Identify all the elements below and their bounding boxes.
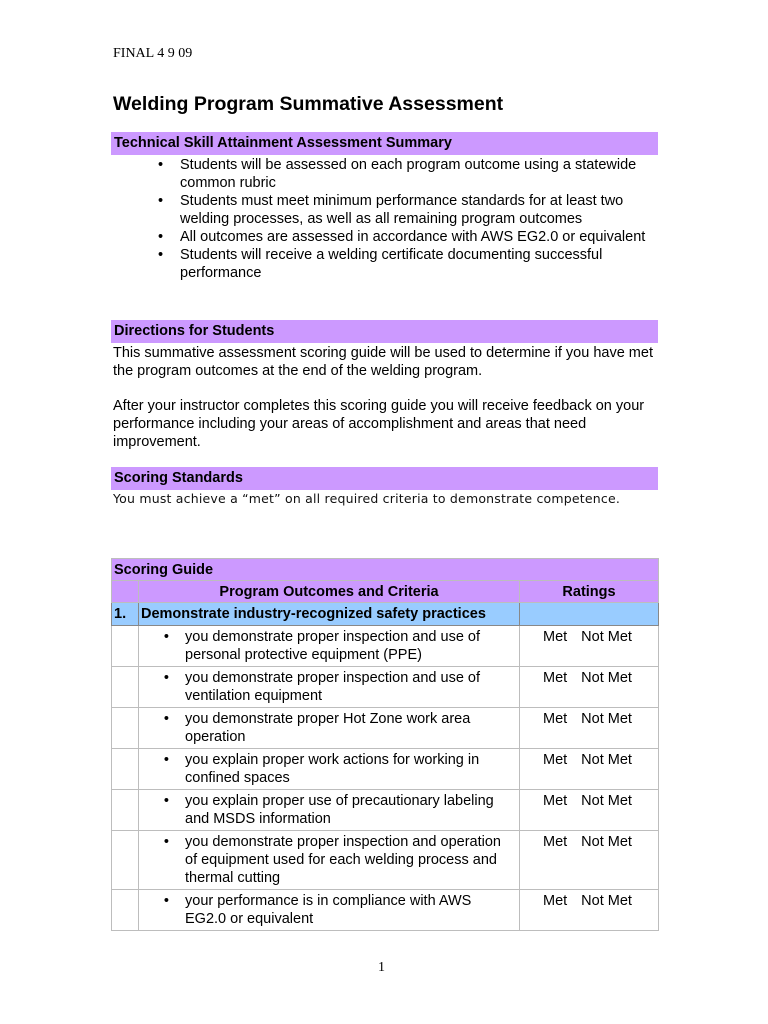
summary-bullet: • Students must meet minimum performance standards for at least two welding processes, as well as all remaining program outcomes <box>113 192 658 228</box>
criteria-number-cell <box>112 890 139 931</box>
summary-bullet-list <box>113 156 658 282</box>
criteria-cell <box>139 749 520 790</box>
criteria-row <box>112 749 659 790</box>
criteria-text: of equipment used for each welding process and <box>185 852 497 868</box>
directions-paragraph: After your instructor completes this scoring guide you will receive feedback on your performance including your areas of accomplishment and areas that need improvement. <box>113 398 645 450</box>
criteria-text: and MSDS information <box>185 811 331 827</box>
bullet-icon: • <box>163 711 169 727</box>
outcome-rating-cell <box>520 603 659 626</box>
rating-not-met[interactable]: Not Met <box>581 670 632 686</box>
summary-heading: Technical Skill Attainment Assessment Summary <box>111 132 658 155</box>
bullet-icon: • <box>163 893 169 909</box>
number-column-header <box>112 581 139 603</box>
page-number: 1 <box>378 960 385 975</box>
rating-not-met[interactable]: Not Met <box>581 752 632 768</box>
directions-heading: Directions for Students <box>111 320 658 343</box>
scoring-standards-heading: Scoring Standards <box>111 467 658 490</box>
criteria-text: EG2.0 or equivalent <box>185 911 314 927</box>
ratings-column-header: Ratings <box>520 581 659 603</box>
summary-bullet: • Students will receive a welding certificate documenting successful performance <box>113 246 658 282</box>
criteria-text: personal protective equipment (PPE) <box>185 647 422 663</box>
bullet-icon: • <box>163 793 169 809</box>
criteria-text: operation <box>185 729 246 745</box>
bullet-icon: • <box>163 670 169 686</box>
scoring-guide-title: Scoring Guide <box>112 559 659 581</box>
bullet-icon: • <box>163 629 169 645</box>
rating-cell <box>520 708 659 749</box>
rating-not-met[interactable]: Not Met <box>581 793 632 809</box>
criteria-number-cell <box>112 749 139 790</box>
outcome-number: 1. <box>112 603 139 626</box>
criteria-text: your performance is in compliance with AWS <box>185 893 472 909</box>
criteria-column-header: Program Outcomes and Criteria <box>139 581 520 603</box>
criteria-row <box>112 890 659 931</box>
criteria-row <box>112 667 659 708</box>
rating-met[interactable]: Met <box>543 629 568 645</box>
rating-met[interactable]: Met <box>543 752 568 768</box>
rating-met[interactable]: Met <box>543 711 568 727</box>
rating-cell <box>520 790 659 831</box>
criteria-row <box>112 790 659 831</box>
criteria-row <box>112 708 659 749</box>
rating-cell <box>520 626 659 667</box>
bullet-icon: • <box>163 834 169 850</box>
criteria-text: you demonstrate proper inspection and use of <box>185 670 481 686</box>
table-header-row <box>112 581 659 603</box>
criteria-number-cell <box>112 708 139 749</box>
document-label: FINAL 4 9 09 <box>113 46 193 61</box>
criteria-text: thermal cutting <box>185 870 281 886</box>
criteria-text: you explain proper work actions for working in <box>185 752 480 768</box>
criteria-number-cell <box>112 667 139 708</box>
criteria-cell <box>139 890 520 931</box>
rating-not-met[interactable]: Not Met <box>581 893 632 909</box>
outcome-row <box>112 603 659 626</box>
rating-cell <box>520 890 659 931</box>
criteria-row <box>112 831 659 890</box>
rating-met[interactable]: Met <box>543 834 568 850</box>
scoring-guide-title-row <box>112 559 659 581</box>
summary-bullet: • Students will be assessed on each program outcome using a statewide common rubric <box>113 156 658 192</box>
criteria-number-cell <box>112 626 139 667</box>
criteria-cell <box>139 790 520 831</box>
rating-met[interactable]: Met <box>543 670 568 686</box>
rating-cell <box>520 749 659 790</box>
rating-not-met[interactable]: Not Met <box>581 629 632 645</box>
criteria-number-cell <box>112 831 139 890</box>
scoring-guide-table <box>111 558 659 931</box>
rating-not-met[interactable]: Not Met <box>581 834 632 850</box>
rating-cell <box>520 831 659 890</box>
rating-met[interactable]: Met <box>543 893 568 909</box>
criteria-text: you demonstrate proper inspection and use of <box>185 629 481 645</box>
criteria-text: ventilation equipment <box>185 688 323 704</box>
scoring-standards-text: You must achieve a “met” on all required criteria to demonstrate competence. <box>113 491 621 506</box>
criteria-number-cell <box>112 790 139 831</box>
document-title: Welding Program Summative Assessment <box>113 93 504 115</box>
criteria-cell <box>139 708 520 749</box>
directions-paragraph: This summative assessment scoring guide will be used to determine if you have met the program outcomes at the end of the welding program. <box>113 345 653 379</box>
rating-met[interactable]: Met <box>543 793 568 809</box>
summary-bullet: • All outcomes are assessed in accordance with AWS EG2.0 or equivalent <box>113 228 658 246</box>
rating-not-met[interactable]: Not Met <box>581 711 632 727</box>
bullet-icon: • <box>163 752 169 768</box>
criteria-cell <box>139 831 520 890</box>
criteria-text: you demonstrate proper inspection and operation <box>185 834 501 850</box>
criteria-cell <box>139 667 520 708</box>
criteria-text: confined spaces <box>185 770 290 786</box>
criteria-row <box>112 626 659 667</box>
outcome-title: Demonstrate industry-recognized safety practices <box>139 603 520 626</box>
criteria-cell <box>139 626 520 667</box>
rating-cell <box>520 667 659 708</box>
criteria-text: you explain proper use of precautionary labeling <box>185 793 494 809</box>
criteria-text: you demonstrate proper Hot Zone work area <box>185 711 471 727</box>
